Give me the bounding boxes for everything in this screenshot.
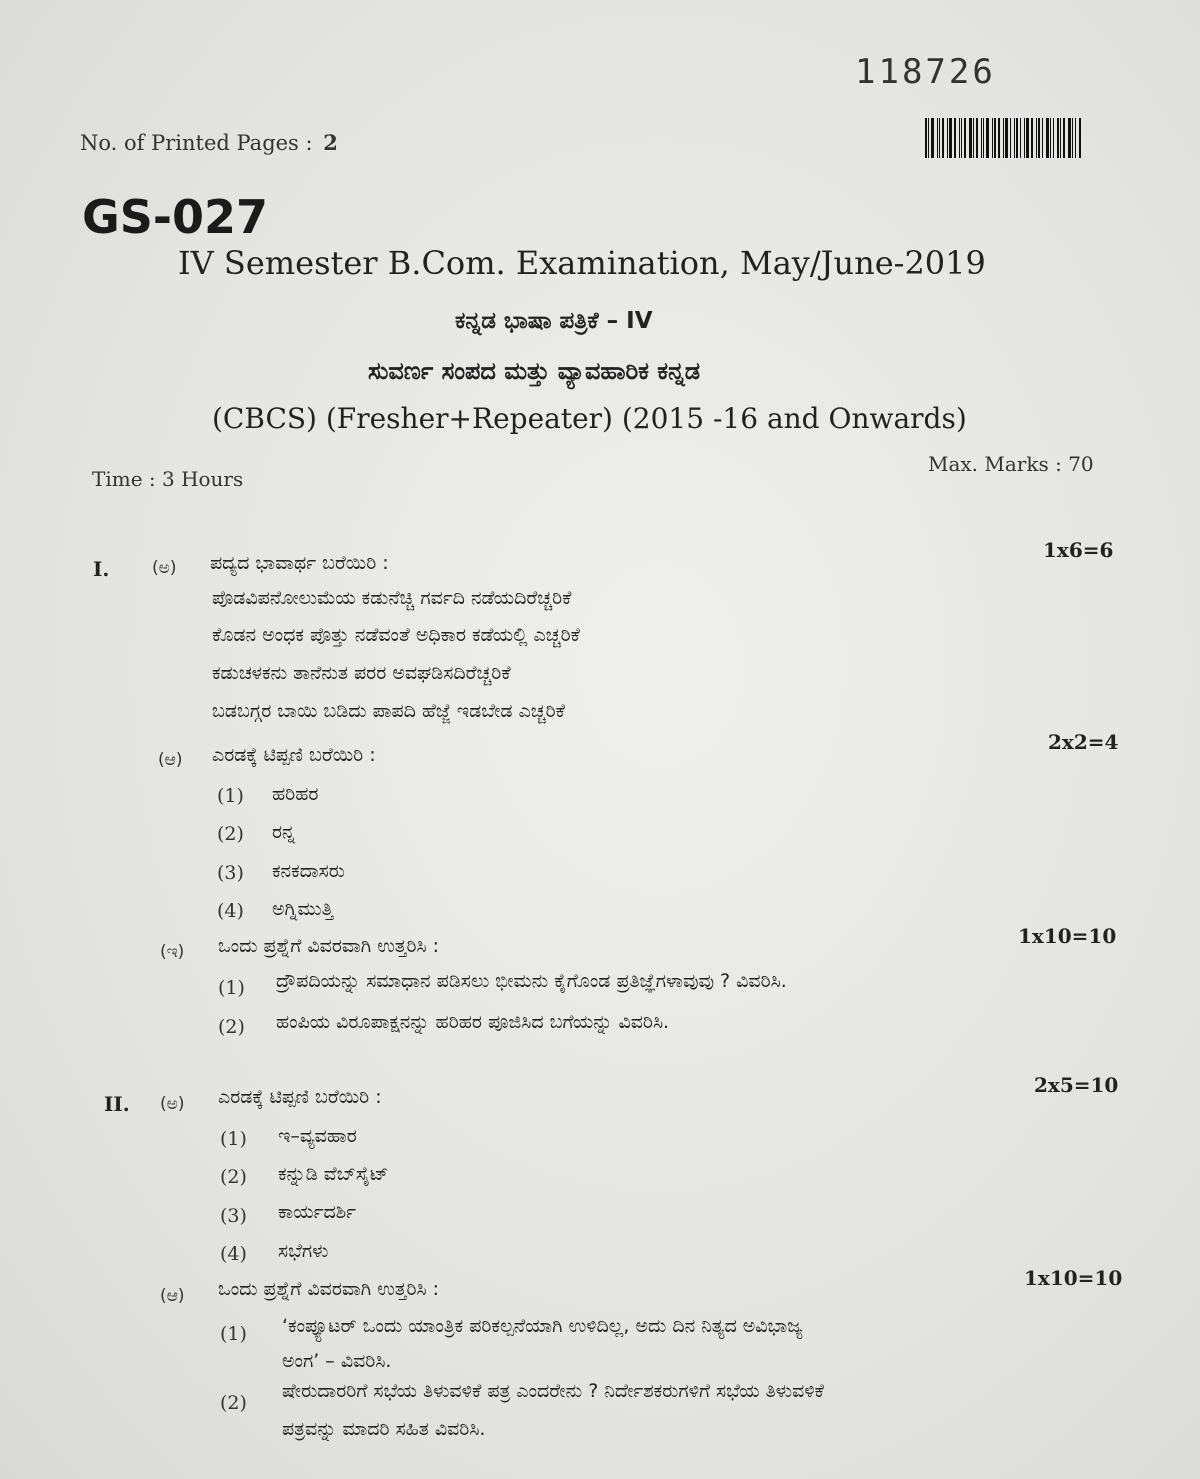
- item-number: (1): [220, 1323, 247, 1345]
- item-number: (4): [220, 1243, 247, 1265]
- item-text: ಕನ್ನುಡಿ ವೆಬ್‌ಸೈಟ್: [278, 1163, 389, 1185]
- exam-title: IV Semester B.Com. Examination, May/June-2019: [178, 244, 986, 282]
- part-marks: 2x2=4: [1048, 730, 1119, 754]
- poem-line: ಕೊಡನ ಅಂಧಕ ಪೊತ್ತು ನಡೆವಂತೆ ಅಧಿಕಾರ ಕಡೆಯಲ್ಲಿ ಎಚ್ಚರಿಕೆ: [212, 624, 580, 646]
- part-label: (ಆ): [158, 750, 183, 770]
- item-text: ಹಂಪಿಯ ವಿರೂಪಾಕ್ಷನನ್ನು ಹರಿಹರ ಪೂಜಿಸಿದ ಬಗೆಯನ್ನು ವಿವರಿಸಿ.: [276, 1011, 670, 1033]
- item-text: ಕನಕದಾಸರು: [272, 860, 345, 882]
- part-label: (ಅ): [152, 558, 177, 578]
- item-number: (3): [220, 1205, 247, 1227]
- printed-pages: [80, 130, 338, 155]
- barcode-bar: [1020, 118, 1021, 158]
- part-instruction: ಪದ್ಯದ ಭಾವಾರ್ಥ ಬರೆಯಿರಿ :: [210, 552, 389, 574]
- barcode-bar: [1042, 118, 1043, 158]
- barcode-bar: [1036, 118, 1037, 158]
- item-number: (1): [217, 785, 244, 807]
- poem-line: ಕಡುಚಳಕನು ತಾನೆನುತ ಪರರ ಅವಘಡಿಸದಿರೆಚ್ಚರಿಕೆ: [212, 662, 511, 684]
- item-number: (1): [220, 1128, 247, 1150]
- poem-line: ಪೊಡವಿಪನೋಲುಮೆಯ ಕಡುನೆಚ್ಚಿ ಗರ್ವದಿ ನಡೆಯದಿರೆಚ್ಚರಿಕೆ: [212, 587, 572, 609]
- item-number: (1): [218, 977, 245, 999]
- barcode-bar: [1003, 118, 1004, 158]
- barcode-bar: [931, 118, 934, 158]
- item-number: (2): [217, 823, 244, 845]
- barcode-image: [925, 118, 1115, 158]
- item-text: ಇ–ವ್ಯವಹಾರ: [278, 1125, 357, 1147]
- barcode-bar: [1016, 118, 1018, 158]
- barcode-bar: [981, 118, 982, 158]
- barcode-bar: [928, 118, 929, 158]
- part-instruction: ಒಂದು ಪ್ರಶ್ನೆಗೆ ವಿವರವಾಗಿ ಉತ್ತರಿಸಿ :: [218, 935, 440, 957]
- item-text-continued: ಅಂಗ’ – ವಿವರಿಸಿ.: [282, 1350, 392, 1372]
- paper-code: GS-027: [82, 190, 268, 244]
- item-text: ದ್ರೌಪದಿಯನ್ನು ಸಮಾಧಾನ ಪಡಿಸಲು ಭೀಮನು ಕೈಗೊಂಡ ಪ್ರತಿಜ್ಞೆಗಳಾವುವು ? ವಿವರಿಸಿ.: [276, 970, 787, 992]
- barcode-bar: [961, 118, 962, 158]
- part-marks: 2x5=10: [1034, 1073, 1119, 1097]
- barcode-bar: [1038, 118, 1040, 158]
- poem-line: ಬಡಬಗ್ಗರ ಬಾಯಿ ಬಡಿದು ಪಾಪದಿ ಹೆಜ್ಜೆ ಇಡಬೇಡ ಎಚ್ಚರಿಕೆ: [212, 700, 565, 722]
- barcode-bar: [992, 118, 993, 158]
- section-number: I.: [93, 557, 110, 581]
- item-number: (2): [220, 1166, 247, 1188]
- serial-number: 118726: [855, 52, 996, 92]
- barcode-bar: [969, 118, 972, 158]
- barcode-bar: [947, 118, 948, 158]
- item-text: ಸಭೆಗಳು: [278, 1240, 329, 1262]
- item-number: (2): [218, 1016, 245, 1038]
- barcode-bar: [954, 118, 956, 158]
- barcode-bar: [1046, 118, 1049, 158]
- barcode-bar: [937, 118, 938, 158]
- part-instruction: ಎರಡಕ್ಕೆ ಟಿಪ್ಪಣಿ ಬರೆಯಿರಿ :: [212, 744, 376, 766]
- max-marks: Max. Marks : 70: [928, 452, 1094, 476]
- part-instruction: ಎರಡಕ್ಕೆ ಟಿಪ್ಪಣಿ ಬರೆಯಿರಿ :: [218, 1086, 382, 1108]
- barcode-bar: [1010, 118, 1011, 158]
- barcode-bar: [976, 118, 978, 158]
- section-number: II.: [104, 1092, 130, 1116]
- item-text: ಕಾರ್ಯದರ್ಶಿ: [278, 1201, 356, 1223]
- barcode-bar: [1063, 118, 1065, 158]
- part-label: (ಆ): [160, 1286, 185, 1306]
- barcode-bar: [925, 118, 927, 158]
- printed-pages-label: No. of Printed Pages :: [80, 131, 313, 155]
- item-text: ರನ್ನ: [272, 821, 296, 843]
- part-label: (ಇ): [160, 942, 185, 962]
- part-marks: 1x10=10: [1024, 1266, 1123, 1290]
- barcode-bar: [1072, 118, 1073, 158]
- barcode-bar: [959, 118, 960, 158]
- barcode-bar: [1026, 118, 1029, 158]
- barcode-bar: [983, 118, 984, 158]
- printed-pages-value: 2: [323, 130, 338, 155]
- barcode-bar: [942, 118, 944, 158]
- item-number: (3): [217, 862, 244, 884]
- item-text: ಹರಿಹರ: [272, 783, 319, 805]
- part-label: (ಅ): [160, 1094, 185, 1114]
- barcode-bar: [1014, 118, 1015, 158]
- part-instruction: ಒಂದು ಪ್ರಶ್ನೆಗೆ ವಿವರವಾಗಿ ಉತ್ತರಿಸಿ :: [218, 1278, 440, 1300]
- barcode-bar: [939, 118, 940, 158]
- part-marks: 1x6=6: [1043, 538, 1114, 562]
- time-duration: Time : 3 Hours: [92, 467, 244, 491]
- barcode-bar: [1079, 118, 1081, 158]
- barcode-bar: [1053, 118, 1054, 158]
- item-text: ಅಗ್ನಿಮುತ್ತಿ: [272, 898, 334, 920]
- barcode-bar: [1031, 118, 1033, 158]
- barcode-bar: [949, 118, 952, 158]
- item-text-continued: ಪತ್ರವನ್ನು ಮಾದರಿ ಸಹಿತ ವಿವರಿಸಿ.: [282, 1418, 486, 1440]
- barcode-bar: [1057, 118, 1059, 158]
- scheme-line: (CBCS) (Fresher+Repeater) (2015 -16 and Onwards): [212, 402, 967, 435]
- item-text: ‘ಕಂಪ್ಯೂಟರ್ ಒಂದು ಯಾಂತ್ರಿಕ ಪರಿಕಲ್ಪನೆಯಾಗಿ ಉಳಿದಿಲ್ಲ, ಅದು ದಿನ ನಿತ್ಯದ ಅವಿಭಾಜ್ಯ: [282, 1315, 803, 1337]
- barcode-bar: [994, 118, 996, 158]
- part-marks: 1x10=10: [1018, 924, 1117, 948]
- barcode-bar: [1075, 118, 1076, 158]
- barcode-bar: [1060, 118, 1061, 158]
- barcode-bar: [1024, 118, 1025, 158]
- item-number: (4): [217, 900, 244, 922]
- subject-title: ಕನ್ನಡ ಭಾಷಾ ಪತ್ರಿಕೆ – IV: [455, 308, 653, 334]
- barcode-bar: [964, 118, 966, 158]
- item-text: ಷೇರುದಾರರಿಗೆ ಸಭೆಯ ತಿಳುವಳಿಕೆ ಪತ್ರ ಎಂದರೇನು ? ನಿರ್ದೇಶಕರುಗಳಿಗೆ ಸಭೆಯ ತಿಳುವಳಿಕೆ: [282, 1380, 824, 1402]
- barcode-bar: [1050, 118, 1051, 158]
- barcode-bar: [1005, 118, 1008, 158]
- barcode-bar: [973, 118, 974, 158]
- subject-subtitle: ಸುವರ್ಣ ಸಂಪದ ಮತ್ತು ವ್ಯಾವಹಾರಿಕ ಕನ್ನಡ: [368, 357, 700, 385]
- barcode-bar: [986, 118, 989, 158]
- barcode-bar: [1068, 118, 1071, 158]
- barcode-bar: [998, 118, 1000, 158]
- item-number: (2): [220, 1392, 247, 1414]
